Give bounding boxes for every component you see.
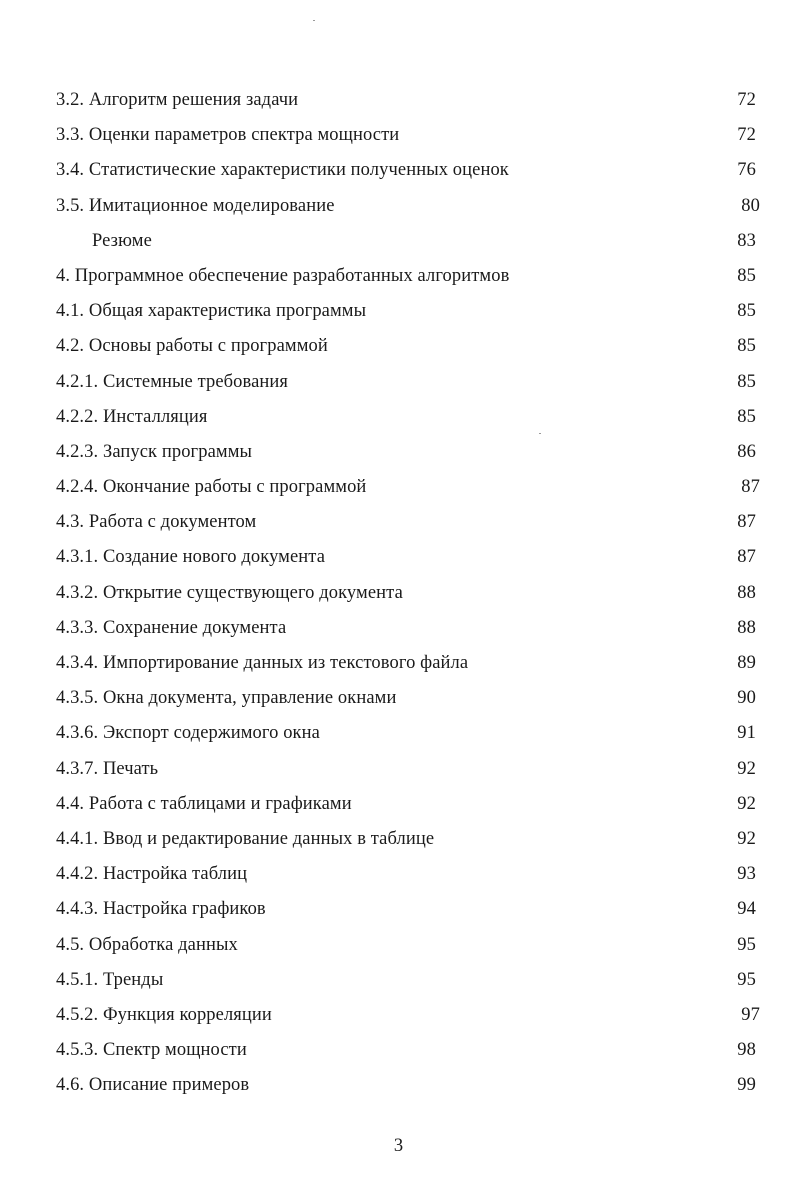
toc-entry [56, 155, 760, 190]
toc-entry [56, 331, 760, 366]
toc-entry [56, 120, 760, 155]
scan-speck [313, 20, 315, 21]
toc-entry-title: 3.4. Статистические характеристики полученных оценок [56, 160, 509, 181]
toc-entry-page: 89 [737, 653, 756, 673]
toc-entry [56, 472, 760, 507]
toc-entry [56, 718, 760, 753]
toc-entry [56, 1035, 760, 1070]
toc-entry-title: 3.2. Алгоритм решения задачи [56, 90, 299, 110]
toc-entry [56, 1000, 760, 1035]
toc-entry-title: 4.2.2. Инсталляция [56, 406, 208, 427]
toc-entry [56, 1070, 760, 1105]
toc-entry-page: 72 [737, 125, 756, 146]
toc-entry-title: 4.4.3. Настройка графиков [56, 899, 266, 920]
toc-entry-title: 4.3. Работа с документом [56, 512, 257, 533]
toc-entry-page: 87 [737, 547, 756, 568]
toc-entry [56, 226, 760, 261]
toc-entry-title: 4.4.1. Ввод и редактирование данных в таблице [56, 828, 435, 849]
toc-entry-page: 98 [737, 1040, 756, 1061]
toc-entry [56, 261, 760, 296]
toc-entry [56, 613, 760, 648]
toc-entry [56, 507, 760, 542]
toc-entry-page: 91 [737, 723, 756, 744]
toc-entry-title: 4.2.1. Системные требования [56, 371, 289, 392]
toc-entry-title: 4.3.6. Экспорт содержимого окна [56, 723, 320, 744]
table-of-contents [56, 85, 760, 1105]
toc-entry [56, 683, 760, 718]
toc-entry [56, 402, 760, 437]
toc-entry-page: 97 [741, 1004, 760, 1025]
toc-entry-page: 85 [737, 336, 756, 357]
toc-entry-title: 4.1. Общая характеристика программы [56, 301, 367, 322]
toc-entry-title: 4.3.2. Открытие существующего документа [56, 582, 403, 603]
toc-entry [56, 894, 760, 929]
toc-entry-page: 72 [737, 90, 756, 110]
toc-entry-page: 85 [737, 406, 756, 427]
toc-entry-title: 4.4.2. Настройка таблиц [56, 864, 248, 885]
toc-entry-title: 4.3.1. Создание нового документа [56, 547, 326, 568]
toc-entry [56, 367, 760, 402]
toc-entry-page: 87 [737, 512, 756, 533]
toc-entry-page: 88 [737, 617, 756, 638]
toc-entry-page: 92 [737, 793, 756, 814]
toc-entry [56, 437, 760, 472]
toc-entry-page: 85 [737, 371, 756, 392]
toc-entry [56, 296, 760, 331]
toc-entry-title: 3.3. Оценки параметров спектра мощности [56, 125, 400, 146]
toc-entry [56, 824, 760, 859]
toc-entry-title: 4.2. Основы работы с программой [56, 336, 328, 357]
toc-entry-title: 4.3.7. Печать [56, 758, 159, 779]
toc-entry [56, 542, 760, 577]
toc-entry-page: 92 [737, 758, 756, 779]
toc-entry-title: 4.3.4. Импортирование данных из текстового файла [56, 653, 469, 673]
toc-entry-title: 4.5.3. Спектр мощности [56, 1040, 247, 1061]
toc-entry-page: 85 [737, 301, 756, 322]
toc-entry-title: 4.4. Работа с таблицами и графиками [56, 793, 352, 814]
toc-entry-title: 4.5.1. Тренды [56, 969, 164, 990]
toc-entry-page: 90 [737, 688, 756, 709]
toc-entry-title: 4.3.3. Сохранение документа [56, 617, 287, 638]
toc-entry-title: 4.5.2. Функция корреляции [56, 1004, 272, 1025]
toc-entry-page: 92 [737, 828, 756, 849]
toc-entry [56, 85, 760, 120]
toc-entry-title: Резюме [92, 230, 152, 251]
toc-entry-title: 4.3.5. Окна документа, управление окнами [56, 688, 397, 709]
toc-entry-title: 4.2.4. Окончание работы с программой [56, 477, 367, 498]
toc-entry-title: 4. Программное обеспечение разработанных алгоритмов [56, 265, 510, 286]
toc-entry [56, 965, 760, 1000]
toc-entry-page: 88 [737, 582, 756, 603]
toc-entry-title: 4.5. Обработка данных [56, 934, 238, 955]
toc-entry-title: 4.6. Описание примеров [56, 1075, 250, 1096]
toc-entry-page: 93 [737, 864, 756, 885]
toc-entry-page: 95 [737, 934, 756, 955]
toc-entry-page: 94 [737, 899, 756, 920]
toc-entry [56, 754, 760, 789]
page-number: 3 [393, 1136, 404, 1156]
toc-entry [56, 578, 760, 613]
toc-entry-page: 87 [741, 477, 760, 498]
toc-entry [56, 648, 760, 683]
toc-entry-page: 76 [737, 160, 756, 181]
toc-entry [56, 191, 760, 226]
toc-entry-page: 85 [737, 265, 756, 286]
toc-entry [56, 789, 760, 824]
toc-entry-page: 95 [737, 969, 756, 990]
toc-entry [56, 859, 760, 894]
toc-entry-title: 3.5. Имитационное моделирование [56, 195, 335, 216]
toc-entry-title: 4.2.3. Запуск программы [56, 441, 253, 462]
toc-entry-page: 99 [737, 1075, 756, 1096]
toc-entry-page: 80 [741, 195, 760, 216]
toc-entry-page: 83 [737, 230, 756, 251]
toc-entry [56, 930, 760, 965]
toc-entry-page: 86 [737, 441, 756, 462]
